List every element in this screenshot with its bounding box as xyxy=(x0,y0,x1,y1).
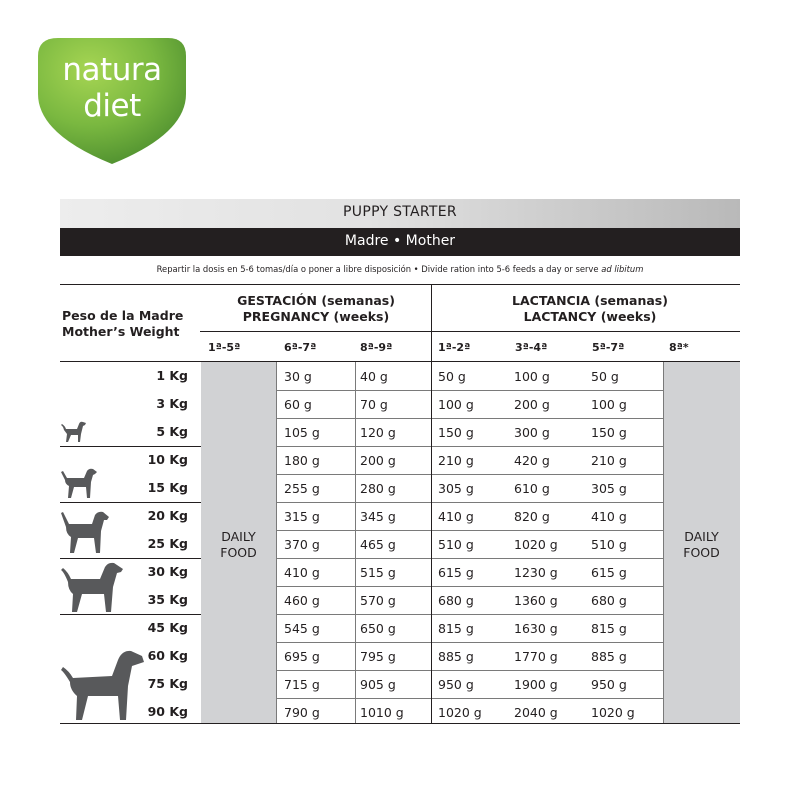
cell-lactancy-3-4: 200 g xyxy=(514,397,550,412)
mother-weight-header: Peso de la Madre Mother’s Weight xyxy=(62,308,184,339)
giant-dog-icon xyxy=(60,648,146,722)
mother-weight-value: 25 Kg xyxy=(147,536,188,551)
cell-pregnancy-8-9: 465 g xyxy=(360,537,396,552)
cell-pregnancy-8-9: 280 g xyxy=(360,481,396,496)
cell-lactancy-3-4: 420 g xyxy=(514,453,550,468)
cell-lactancy-3-4: 300 g xyxy=(514,425,550,440)
cell-lactancy-1-2: 210 g xyxy=(438,453,474,468)
mother-weight-value: 90 Kg xyxy=(147,704,188,719)
cell-lactancy-3-4: 1770 g xyxy=(514,649,558,664)
cell-pregnancy-8-9: 70 g xyxy=(360,397,388,412)
cell-lactancy-5-7: 150 g xyxy=(591,425,627,440)
small-dog-icon xyxy=(60,420,88,444)
mother-weight-value: 20 Kg xyxy=(147,508,188,523)
daily-food-label-lactancy: DAILY FOOD xyxy=(683,529,720,560)
cell-pregnancy-6-7: 790 g xyxy=(284,705,320,720)
cell-lactancy-5-7: 1020 g xyxy=(591,705,635,720)
week-header-lactancy-3-4: 3ª-4ª xyxy=(515,341,548,354)
cell-lactancy-5-7: 410 g xyxy=(591,509,627,524)
column-divider-3 xyxy=(431,362,432,724)
table-top-rule xyxy=(60,284,740,285)
cell-pregnancy-6-7: 545 g xyxy=(284,621,320,636)
cell-pregnancy-8-9: 40 g xyxy=(360,369,388,384)
cell-pregnancy-6-7: 695 g xyxy=(284,649,320,664)
cell-pregnancy-8-9: 1010 g xyxy=(360,705,404,720)
cell-lactancy-1-2: 305 g xyxy=(438,481,474,496)
logo-word-natura: natura xyxy=(62,52,162,88)
cell-lactancy-3-4: 820 g xyxy=(514,509,550,524)
week-header-pregnancy-6-7: 6ª-7ª xyxy=(284,341,317,354)
week-header-lactancy-8: 8ª* xyxy=(669,341,689,354)
cell-pregnancy-8-9: 345 g xyxy=(360,509,396,524)
section-title: Madre • Mother xyxy=(344,233,456,249)
large-dog-icon xyxy=(60,560,126,614)
cell-lactancy-1-2: 885 g xyxy=(438,649,474,664)
header-column-divider xyxy=(431,284,432,362)
mother-weight-value: 3 Kg xyxy=(156,396,188,411)
product-title: PUPPY STARTER xyxy=(343,204,457,220)
mother-weight-value: 15 Kg xyxy=(147,480,188,495)
logo-wordmark xyxy=(36,52,188,124)
mother-weight-value: 75 Kg xyxy=(147,676,188,691)
section-band xyxy=(60,228,740,256)
week-header-pregnancy-1-5: 1ª-5ª xyxy=(208,341,241,354)
cell-lactancy-1-2: 1020 g xyxy=(438,705,482,720)
cell-lactancy-1-2: 950 g xyxy=(438,677,474,692)
cell-pregnancy-6-7: 60 g xyxy=(284,397,312,412)
logo-word-diet: diet xyxy=(83,88,141,124)
cell-pregnancy-6-7: 410 g xyxy=(284,565,320,580)
cell-lactancy-3-4: 1360 g xyxy=(514,593,558,608)
cell-pregnancy-8-9: 795 g xyxy=(360,649,396,664)
cell-pregnancy-8-9: 905 g xyxy=(360,677,396,692)
mother-weight-value: 45 Kg xyxy=(147,620,188,635)
cell-lactancy-5-7: 615 g xyxy=(591,565,627,580)
cell-pregnancy-8-9: 650 g xyxy=(360,621,396,636)
cell-lactancy-3-4: 1630 g xyxy=(514,621,558,636)
cell-lactancy-3-4: 100 g xyxy=(514,369,550,384)
beagle-dog-icon xyxy=(60,509,110,555)
cell-lactancy-3-4: 2040 g xyxy=(514,705,558,720)
lactancy-header: LACTANCIA (semanas) LACTANCY (weeks) xyxy=(512,293,668,324)
week-header-pregnancy-8-9: 8ª-9ª xyxy=(360,341,393,354)
mother-weight-value: 30 Kg xyxy=(147,564,188,579)
pregnancy-header: GESTACIÓN (semanas) PREGNANCY (weeks) xyxy=(237,293,395,324)
cell-lactancy-3-4: 1020 g xyxy=(514,537,558,552)
week-header-lactancy-5-7: 5ª-7ª xyxy=(592,341,625,354)
cell-lactancy-3-4: 610 g xyxy=(514,481,550,496)
cell-lactancy-1-2: 150 g xyxy=(438,425,474,440)
cell-lactancy-5-7: 680 g xyxy=(591,593,627,608)
cell-lactancy-5-7: 510 g xyxy=(591,537,627,552)
cell-pregnancy-6-7: 315 g xyxy=(284,509,320,524)
cell-pregnancy-6-7: 370 g xyxy=(284,537,320,552)
cell-pregnancy-8-9: 120 g xyxy=(360,425,396,440)
medium-dog-icon xyxy=(60,466,98,500)
cell-lactancy-1-2: 410 g xyxy=(438,509,474,524)
cell-lactancy-5-7: 305 g xyxy=(591,481,627,496)
header-divider xyxy=(200,331,740,332)
cell-lactancy-3-4: 1230 g xyxy=(514,565,558,580)
column-divider-1 xyxy=(276,362,277,724)
cell-pregnancy-6-7: 30 g xyxy=(284,369,312,384)
cell-lactancy-1-2: 615 g xyxy=(438,565,474,580)
week-header-lactancy-1-2: 1ª-2ª xyxy=(438,341,471,354)
mother-weight-value: 35 Kg xyxy=(147,592,188,607)
feeding-instructions: Repartir la dosis en 5-6 tomas/día o poner a libre disposición • Divide ration into 5-6 feeds a day or serve ad libitum xyxy=(156,264,644,274)
mother-weight-value: 1 Kg xyxy=(156,368,188,383)
mother-weight-value: 5 Kg xyxy=(156,424,188,439)
cell-pregnancy-6-7: 105 g xyxy=(284,425,320,440)
cell-pregnancy-8-9: 570 g xyxy=(360,593,396,608)
cell-lactancy-5-7: 885 g xyxy=(591,649,627,664)
cell-pregnancy-6-7: 180 g xyxy=(284,453,320,468)
cell-lactancy-1-2: 680 g xyxy=(438,593,474,608)
mother-weight-value: 10 Kg xyxy=(147,452,188,467)
cell-lactancy-1-2: 815 g xyxy=(438,621,474,636)
mother-weight-value: 60 Kg xyxy=(147,648,188,663)
cell-pregnancy-6-7: 460 g xyxy=(284,593,320,608)
daily-food-label-pregnancy: DAILY FOOD xyxy=(220,529,257,560)
cell-lactancy-5-7: 950 g xyxy=(591,677,627,692)
cell-lactancy-5-7: 210 g xyxy=(591,453,627,468)
cell-pregnancy-8-9: 200 g xyxy=(360,453,396,468)
cell-lactancy-1-2: 100 g xyxy=(438,397,474,412)
cell-pregnancy-6-7: 715 g xyxy=(284,677,320,692)
product-band xyxy=(60,199,740,228)
cell-lactancy-5-7: 100 g xyxy=(591,397,627,412)
cell-pregnancy-8-9: 515 g xyxy=(360,565,396,580)
column-divider-2 xyxy=(355,362,356,724)
cell-lactancy-1-2: 510 g xyxy=(438,537,474,552)
cell-lactancy-3-4: 1900 g xyxy=(514,677,558,692)
cell-lactancy-5-7: 50 g xyxy=(591,369,619,384)
cell-lactancy-1-2: 50 g xyxy=(438,369,466,384)
table-bottom-rule xyxy=(60,723,740,724)
cell-pregnancy-6-7: 255 g xyxy=(284,481,320,496)
cell-lactancy-5-7: 815 g xyxy=(591,621,627,636)
